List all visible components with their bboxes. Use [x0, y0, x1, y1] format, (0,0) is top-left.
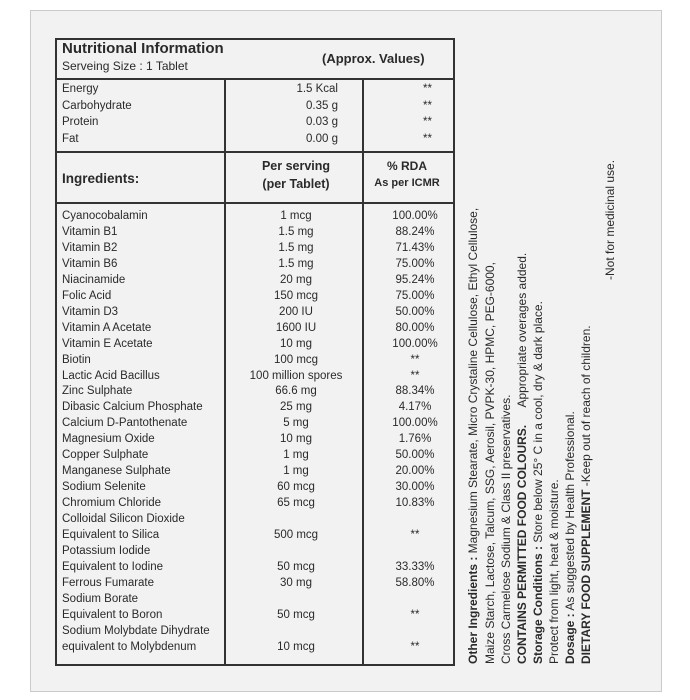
ingredient-rda: ** — [410, 640, 420, 653]
ingredient-rda: 50.00% — [395, 449, 435, 462]
ingredient-rda: 100.00% — [392, 417, 438, 430]
ingredient-name: Manganese Sulphate — [62, 465, 171, 478]
other-ingredients-line-2: Maize Starch, Lactose, Talcum, SSG, Aerosil, PVPK-30, HPMC, PEG-6000, — [483, 262, 497, 664]
nutrition-name: Energy — [62, 83, 99, 95]
other-ingredients-text: Magnesium Stearate, Micro Crystaline Cellulose, Ethyl Cellulose, — [466, 207, 480, 554]
overages-text: Appropriate overages added. — [515, 252, 529, 408]
ingredient-rda: 33.33% — [395, 560, 435, 573]
ingredient-name: Vitamin B1 — [62, 225, 118, 238]
ingredient-amount: 200 IU — [279, 305, 313, 318]
nutrition-value: 0.35 g — [306, 99, 338, 112]
ingredient-name: Lactic Acid Bacillus — [62, 369, 160, 382]
ingredient-rda: 88.34% — [395, 385, 435, 398]
ingredient-name: Vitamin B6 — [62, 257, 118, 270]
ingredient-amount: 10 mg — [280, 433, 312, 446]
ingredient-amount: 1 mg — [283, 465, 309, 478]
ingredient-rda: 88.24% — [395, 225, 435, 238]
ingredient-name: Sodium Borate — [62, 592, 139, 605]
ingredient-amount: 65 mcg — [277, 497, 315, 510]
per-tablet-label: (per Tablet) — [262, 177, 330, 191]
ingredient-rda: ** — [410, 608, 420, 621]
ingredient-amount: 1.5 mg — [278, 257, 314, 270]
ingredient-rda: ** — [410, 369, 420, 382]
ingredient-name: Colloidal Silicon Dioxide — [62, 513, 185, 526]
ingredient-name: Vitamin E Acetate — [62, 337, 153, 350]
column-divider-1 — [224, 78, 226, 664]
supplement-line — [580, 325, 592, 664]
ingredients-header-divider — [55, 202, 453, 204]
ingredient-rda: 100.00% — [392, 210, 438, 222]
ingredient-rda: ** — [410, 353, 420, 366]
ingredient-name: Equivalent to Silica — [62, 529, 160, 541]
table-title: Nutritional Information — [62, 40, 224, 57]
ingredient-amount: 50 mcg — [277, 608, 315, 621]
ingredient-name: Magnesium Oxide — [62, 433, 155, 446]
ingredient-amount: 1 mcg — [280, 210, 312, 222]
nutrition-value: 0.03 g — [306, 116, 338, 128]
ingredient-name: Potassium Iodide — [62, 544, 151, 557]
ingredient-amount: 60 mcg — [277, 481, 315, 494]
ingredient-name: Folic Acid — [62, 289, 112, 302]
ingredient-amount: 500 mcg — [273, 529, 319, 541]
ingredient-name: Cyanocobalamin — [62, 210, 148, 222]
ingredient-amount: 100 million spores — [249, 369, 343, 382]
ingredient-amount: 10 mcg — [277, 640, 315, 653]
nutrition-name: Fat — [62, 132, 79, 145]
keep-out-text: -Keep out of reach of children. — [579, 325, 593, 487]
ingredient-name: Ferrous Fumarate — [62, 576, 155, 589]
ingredient-amount: 20 mg — [280, 273, 312, 286]
ingredient-name: Calcium D-Pantothenate — [62, 417, 188, 430]
dosage-label: Dosage : — [563, 613, 577, 664]
ingredient-amount: 66.6 mg — [275, 385, 317, 398]
nutrition-rda: ** — [423, 132, 432, 145]
ingredient-name: Vitamin B2 — [62, 241, 118, 254]
ingredient-name: Sodium Molybdate Dihydrate — [62, 624, 210, 637]
ingredient-amount: 1.5 mg — [278, 225, 314, 238]
ingredient-amount: 1600 IU — [275, 321, 317, 334]
nutrition-rda: ** — [423, 99, 432, 112]
other-ingredients-line-3: Cross Carmelose Sodium & Class II preservatives. — [499, 394, 513, 664]
nutrition-rda: ** — [423, 83, 432, 95]
ingredient-rda: 20.00% — [395, 465, 435, 478]
ingredient-name: Equivalent to Boron — [62, 608, 163, 621]
ingredient-name: Zinc Sulphate — [62, 385, 133, 398]
ingredient-name: Sodium Selenite — [62, 481, 146, 494]
ingredient-amount: 150 mcg — [273, 289, 319, 302]
approx-values: (Approx. Values) — [322, 51, 425, 66]
ingredient-rda: 50.00% — [395, 305, 435, 318]
ingredient-amount: 1 mg — [283, 449, 309, 462]
nutrition-name: Protein — [62, 116, 99, 128]
ingredient-rda: 58.80% — [395, 576, 435, 589]
ingredient-amount: 1.5 mg — [278, 241, 314, 254]
ingredient-rda: 100.00% — [392, 337, 438, 350]
ingredient-name: Equivalent to Iodine — [62, 560, 164, 573]
ingredient-rda: 71.43% — [395, 241, 435, 254]
ingredient-amount: 10 mg — [280, 337, 312, 350]
ingredient-amount: 100 mcg — [273, 353, 319, 366]
ingredient-rda: 30.00% — [395, 481, 435, 494]
colours-line — [516, 253, 528, 664]
ingredient-rda: ** — [410, 529, 420, 541]
header-divider — [55, 78, 453, 80]
per-serving-label: Per serving — [261, 159, 331, 173]
ingredient-rda: 4.17% — [398, 401, 432, 414]
nutrition-value: 0.00 g — [306, 132, 338, 145]
ingredient-name: Chromium Chloride — [62, 497, 162, 510]
ingredient-name: Copper Sulphate — [62, 449, 149, 462]
dietary-supplement-text: DIETARY FOOD SUPPLEMENT — [579, 489, 593, 664]
nutrition-name: Carbohydrate — [62, 99, 132, 112]
ingredient-rda: 75.00% — [395, 257, 435, 270]
ingredient-rda: 10.83% — [395, 497, 435, 510]
storage-text: Store below 25° C in a cool, dry & dark place. — [531, 301, 545, 543]
ingredient-amount: 5 mg — [283, 417, 309, 430]
ingredient-name: Biotin — [62, 353, 91, 366]
storage-label: Storage Conditions : — [531, 546, 545, 664]
rda-label: % RDA — [386, 159, 427, 173]
not-medicinal-line: -Not for medicinal use. — [603, 159, 617, 280]
ingredient-name: equivalent to Molybdenum — [62, 640, 197, 653]
ingredient-name: Vitamin A Acetate — [62, 321, 152, 334]
dosage-line — [564, 411, 576, 664]
other-ingredients-label: Other Ingredients : — [466, 556, 480, 664]
protect-line: Protect from light, heat & moisture. — [547, 479, 561, 664]
ingredient-name: Vitamin D3 — [62, 305, 119, 318]
ingredient-rda: 95.24% — [395, 273, 435, 286]
ingredient-rda: 1.76% — [398, 433, 432, 446]
serving-size: Serveing Size : 1 Tablet — [62, 59, 188, 73]
permitted-colours-text: CONTAINS PERMITTED FOOD COLOURS. — [515, 424, 529, 664]
ingredient-name: Dibasic Calcium Phosphate — [62, 401, 203, 414]
nutrition-value: 1.5 Kcal — [296, 83, 338, 95]
ingredients-label: Ingredients: — [62, 171, 140, 186]
nutrition-divider — [55, 151, 453, 153]
dosage-text: As suggested by Health Professional. — [563, 411, 577, 611]
ingredient-name: Niacinamide — [62, 273, 126, 286]
storage-line — [532, 301, 544, 664]
ingredient-amount: 50 mcg — [277, 560, 315, 573]
ingredient-amount: 25 mg — [280, 401, 312, 414]
other-ingredients-line-1 — [467, 208, 479, 664]
nutrition-rda: ** — [423, 116, 432, 128]
ingredient-amount: 30 mg — [280, 576, 312, 589]
ingredient-rda: 75.00% — [395, 289, 435, 302]
ingredient-rda: 80.00% — [395, 321, 435, 334]
icmr-label: As per ICMR — [374, 177, 440, 189]
